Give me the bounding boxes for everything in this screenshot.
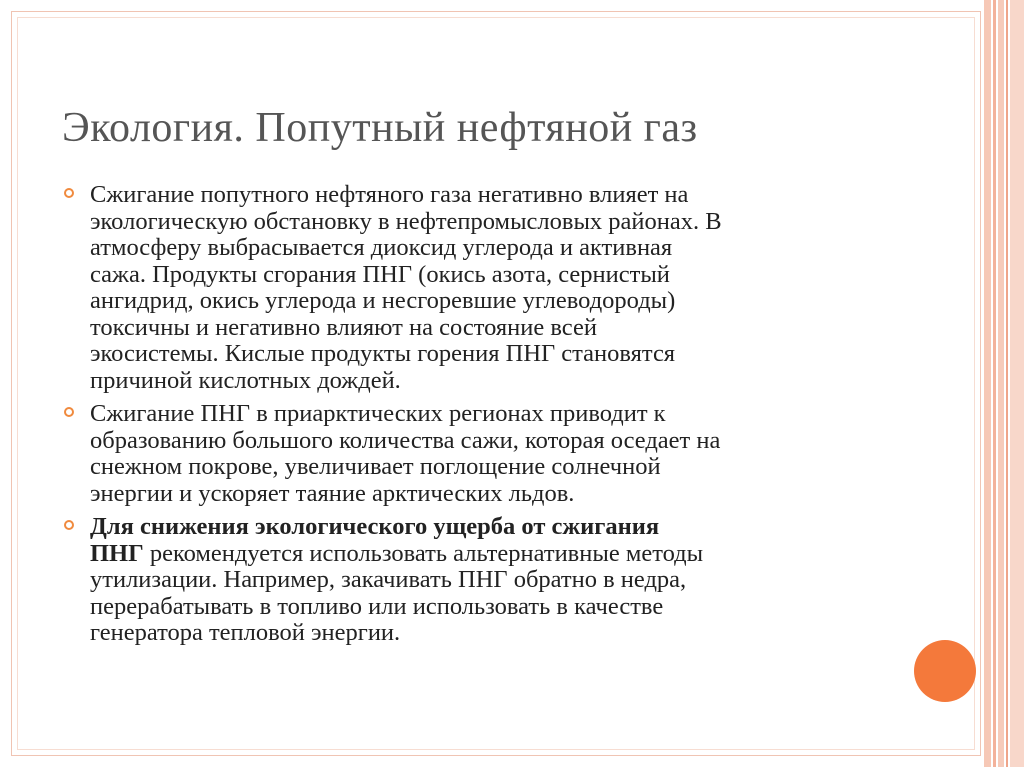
bullet-text-line: токсичны и негативно влияют на состояние всей xyxy=(90,313,597,341)
decorative-stripe xyxy=(993,0,996,767)
bullet-text-line: Сжигание ПНГ в приарктических регионах приводит к xyxy=(90,400,666,427)
bullet-item-mitigation xyxy=(62,514,912,647)
hollow-circle-icon xyxy=(64,520,74,530)
bullet-text-line: причиной кислотных дождей. xyxy=(90,366,401,394)
bullet-text-line: образованию большого количества сажи, которая оседает на xyxy=(90,426,721,454)
decorative-stripe xyxy=(1010,0,1024,767)
bullet-text-line: сажа. Продукты сгорания ПНГ (окись азота, сернистый xyxy=(90,260,670,288)
decorative-stripe xyxy=(998,0,1004,767)
hollow-circle-icon xyxy=(64,188,74,198)
decorative-stripe xyxy=(984,0,991,767)
bullet-list xyxy=(62,182,912,647)
hollow-circle-icon xyxy=(64,407,74,417)
bullet-item-flaring-impact xyxy=(62,182,912,394)
bullet-text-line: Сжигание попутного нефтяного газа негативно влияет на xyxy=(90,181,689,208)
bullet-text-line: энергии и ускоряет таяние арктических льдов. xyxy=(90,479,575,507)
bullet-text-segment: рекомендуется использовать альтернативные методы xyxy=(143,539,704,567)
bullet-text-line xyxy=(90,541,912,568)
slide-title: Экология. Попутный нефтяной газ xyxy=(62,105,698,151)
bullet-text-line: утилизации. Например, закачивать ПНГ обратно в недра, xyxy=(90,566,687,593)
decorative-stripe xyxy=(1006,0,1008,767)
bullet-text-line: снежном покрове, увеличивает поглощение солнечной xyxy=(90,453,661,480)
bullet-text-line: экосистемы. Кислые продукты горения ПНГ становятся xyxy=(90,340,676,367)
bullet-text-line: перерабатывать в топливо или использовать в качестве xyxy=(90,592,664,620)
bullet-text-line: экологическую обстановку в нефтепромысловых районах. В xyxy=(90,207,722,235)
bullet-text-line: генератора тепловой энергии. xyxy=(90,619,401,646)
bullet-text-line xyxy=(90,514,912,541)
decorative-circle xyxy=(914,640,976,702)
bullet-text-line: атмосферу выбрасывается диоксид углерода и активная xyxy=(90,234,673,261)
bullet-item-arctic-soot xyxy=(62,401,912,507)
bold-emphasis: ПНГ xyxy=(90,539,144,567)
bold-emphasis: Для снижения экологического ущерба от сжигания xyxy=(90,513,660,540)
bullet-text-line: ангидрид, окись углерода и несгоревшие углеводороды) xyxy=(90,287,676,314)
